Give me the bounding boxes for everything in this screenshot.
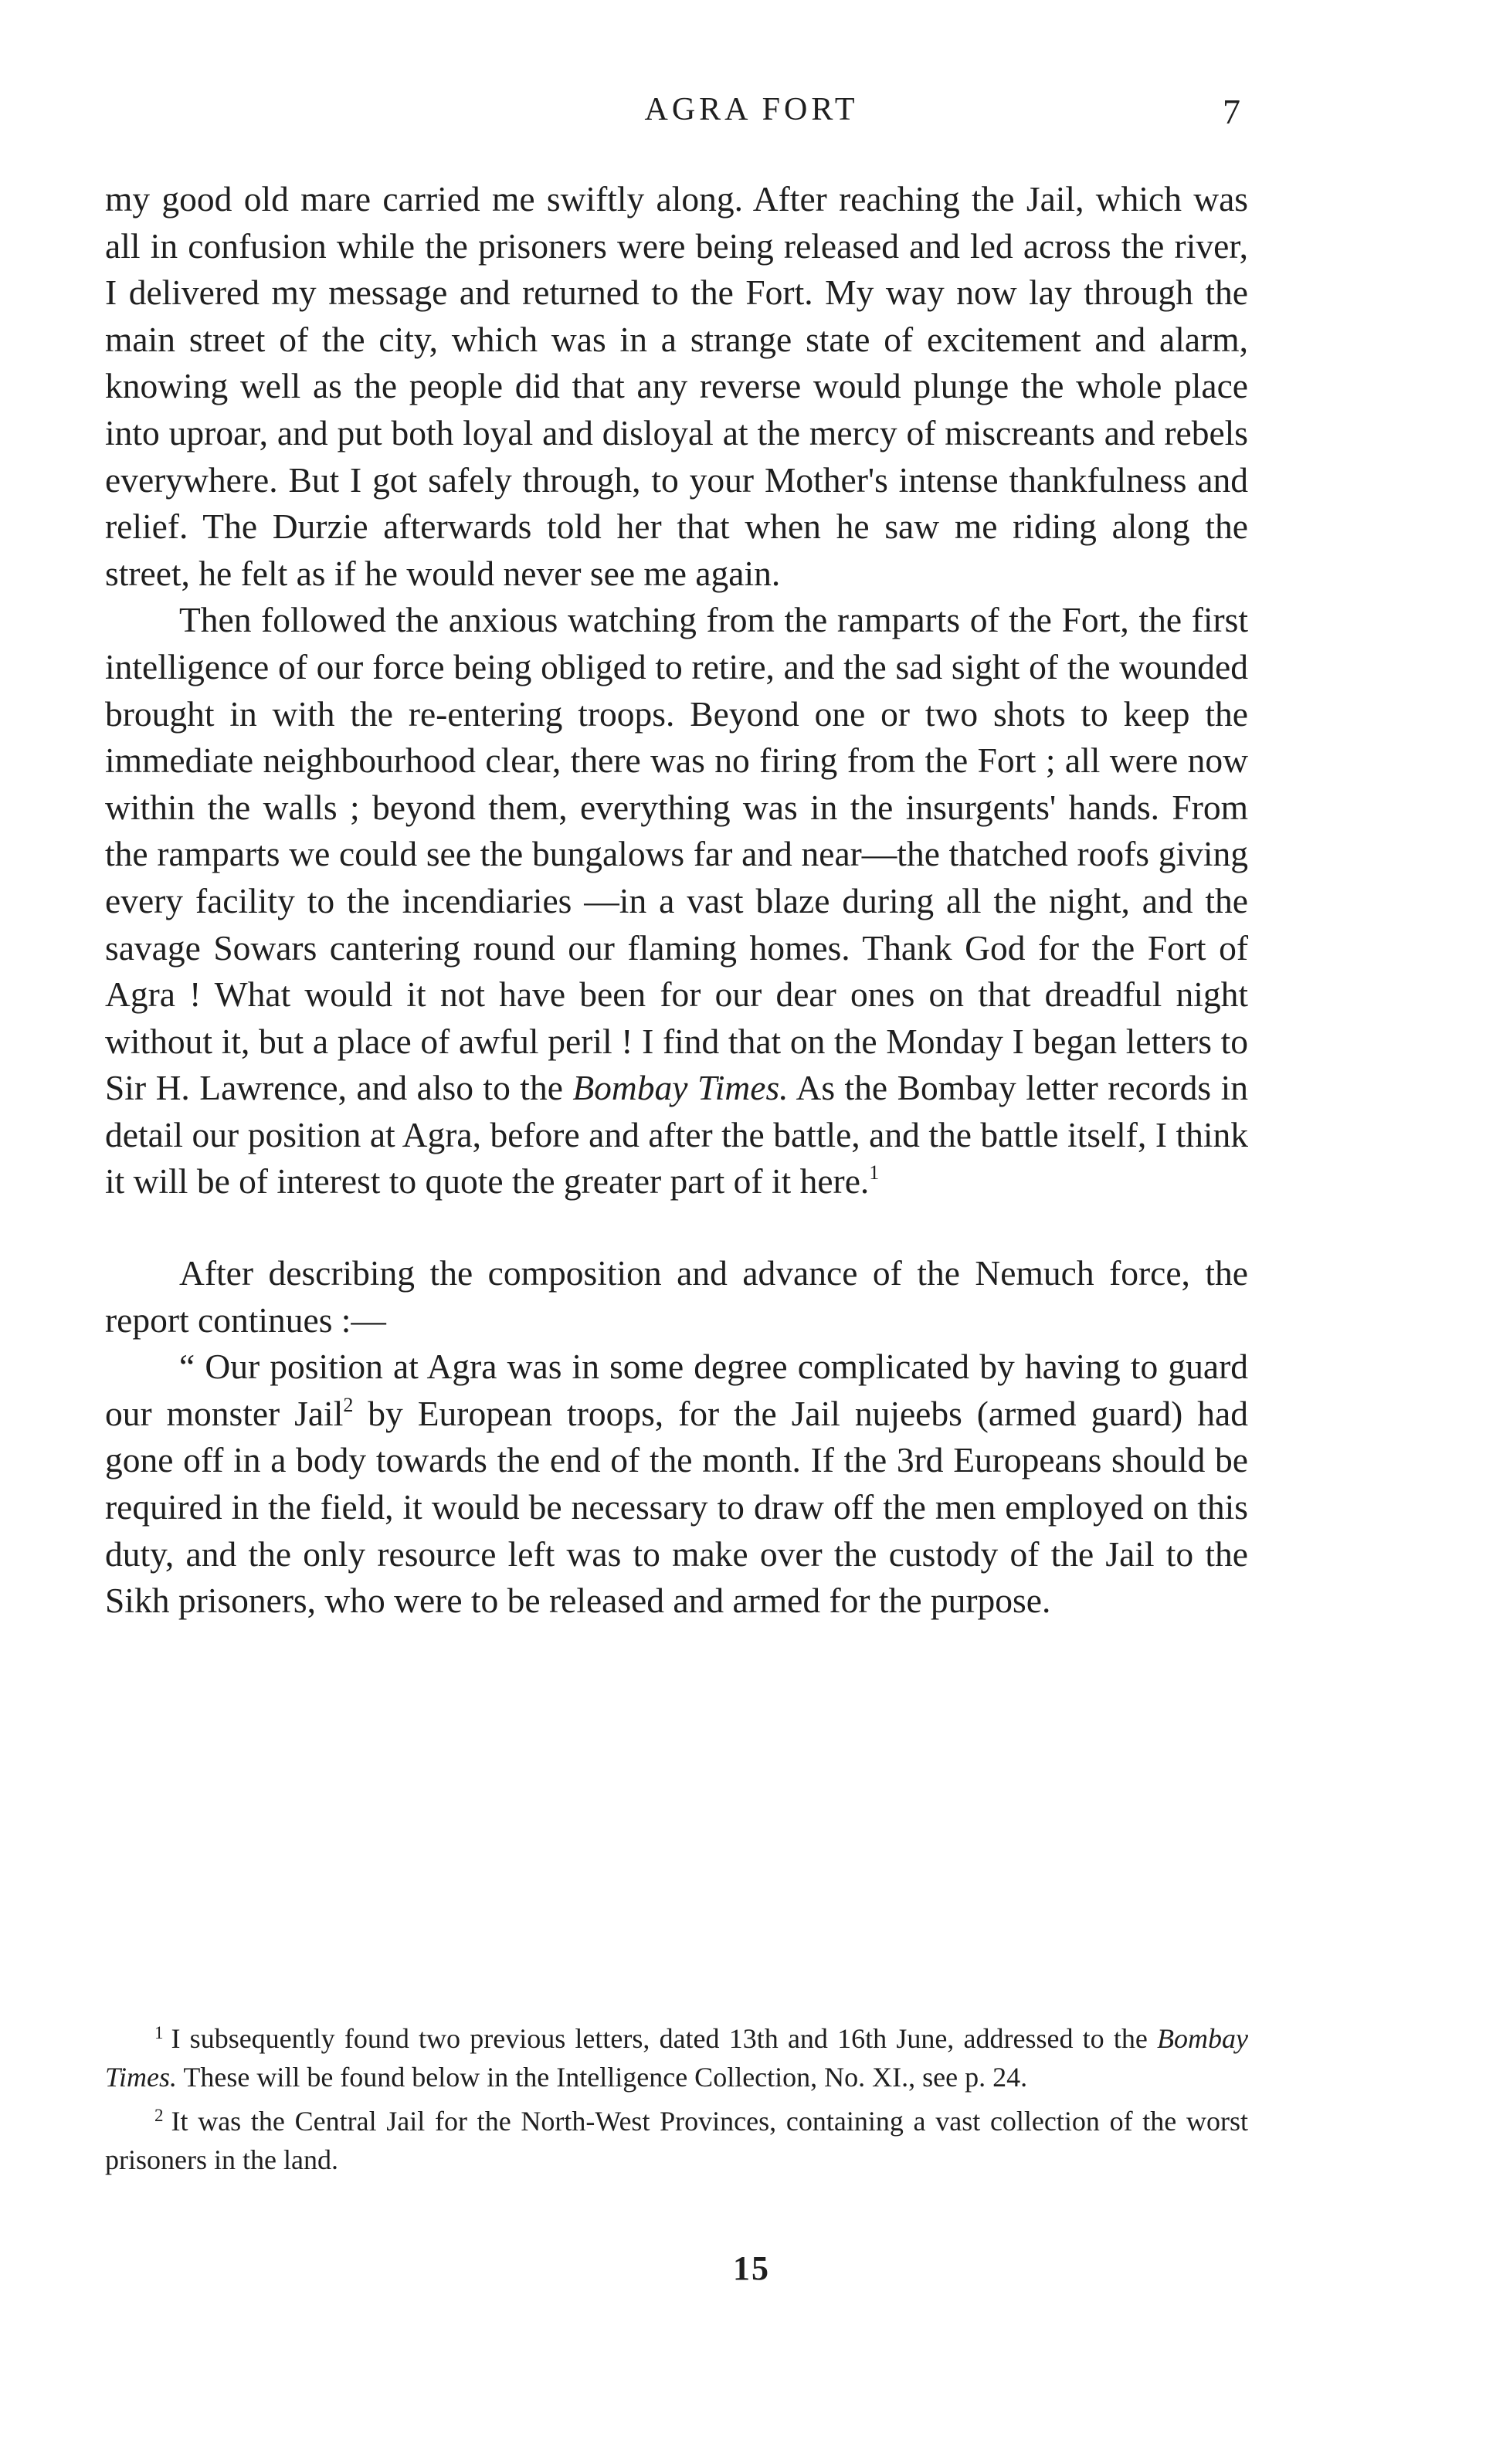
section-gap: [105, 1205, 1248, 1250]
footnote-1-mark: 1: [154, 2023, 164, 2042]
footnote-1-newspaper: Bombay Times.: [105, 2023, 1248, 2093]
paragraph-quoted-letter: [105, 1344, 1248, 1625]
paragraph-report-intro: After describing the composition and advance of the Nemuch force, the report continues :—: [105, 1253, 1248, 1340]
running-title: AGRA FORT: [644, 92, 859, 127]
paragraph-ramparts-text-a: Then followed the anxious watching from the ramparts of the Fort, the first intelligence of our force being obliged to retire, and the sad sight of the wounded brought in with the re-entering troops. Beyond one or two shots to keep the immediate neighbourhood clear, there was no firing from the Fort ; all were now within the walls ; beyond them, everything was in the insurgents' hands. From the ramparts we could see the bungalows far and near—the thatched roofs giving every facility to the incendiaries —in a vast blaze during all the night, and the savage Sowars cantering round our flaming homes. Thank God for the Fort of Agra ! What would it not have been for our dear ones on that dreadful night without it, but a place of awful peril ! I find that on the Monday I began letters to Sir H. Lawrence, and also to the: [105, 600, 1248, 1108]
footnote-1-text-a: I subsequently found two previous letters, dated 13th and 16th June, addressed to the: [171, 2023, 1158, 2054]
quoted-letter-text-b: by European troops, for the Jail nujeebs (armed guard) had gone off in a body towards the end of the month. If the 3rd Europeans should be required in the field, it would be necessary to draw off the men employed on this duty, and the only resource left was to make over the custody of the Jail to the Sikh prisoners, who were to be released and armed for the purpose.: [105, 1393, 1248, 1621]
page-number: 7: [1223, 92, 1240, 131]
paragraph-ramparts: [105, 597, 1248, 1205]
footnote-2: [105, 2096, 1248, 2179]
footnote-2-mark: 2: [154, 2106, 164, 2125]
quoted-letter-text-a: “ Our position at Agra was in some degree complicated by having to guard our monster Jail: [105, 1347, 1248, 1433]
footnotes: [105, 2014, 1248, 2179]
newspaper-title: Bombay Times.: [572, 1068, 789, 1108]
footnote-1-text-b: These will be found below in the Intelligence Collection, No. XI., see p. 24.: [177, 2062, 1028, 2093]
footnote-ref-2: 2: [343, 1393, 354, 1416]
footnote-ref-1: 1: [869, 1161, 880, 1185]
main-text: [105, 176, 1248, 1625]
paragraph-ramparts-text-b: As the Bombay letter records in detail our position at Agra, before and after the battle, and the battle itself, I think it will be of interest to quote the greater part of it here.: [105, 1068, 1248, 1201]
paragraph-continued: my good old mare carried me swiftly along. After reaching the Jail, which was all in confusion while the prisoners were being released and led across the river, I delivered my message and returned to the Fort. My way now lay through the main street of the city, which was in a strange state of excitement and alarm, knowing well as the people did that any reverse would plunge the whole place into uproar, and put both loyal and disloyal at the mercy of miscreants and rebels everywhere. But I got safely through, to your Mother's intense thankfulness and relief. The Durzie afterwards told her that when he saw me riding along the street, he felt as if he would never see me again.: [105, 179, 1248, 593]
footnote-2-text: It was the Central Jail for the North-West Provinces, containing a vast collection of the worst prisoners in the land.: [105, 2106, 1248, 2175]
running-header: [0, 91, 1503, 137]
signature-mark: 15: [733, 2249, 770, 2287]
footnote-1: [105, 2014, 1248, 2096]
